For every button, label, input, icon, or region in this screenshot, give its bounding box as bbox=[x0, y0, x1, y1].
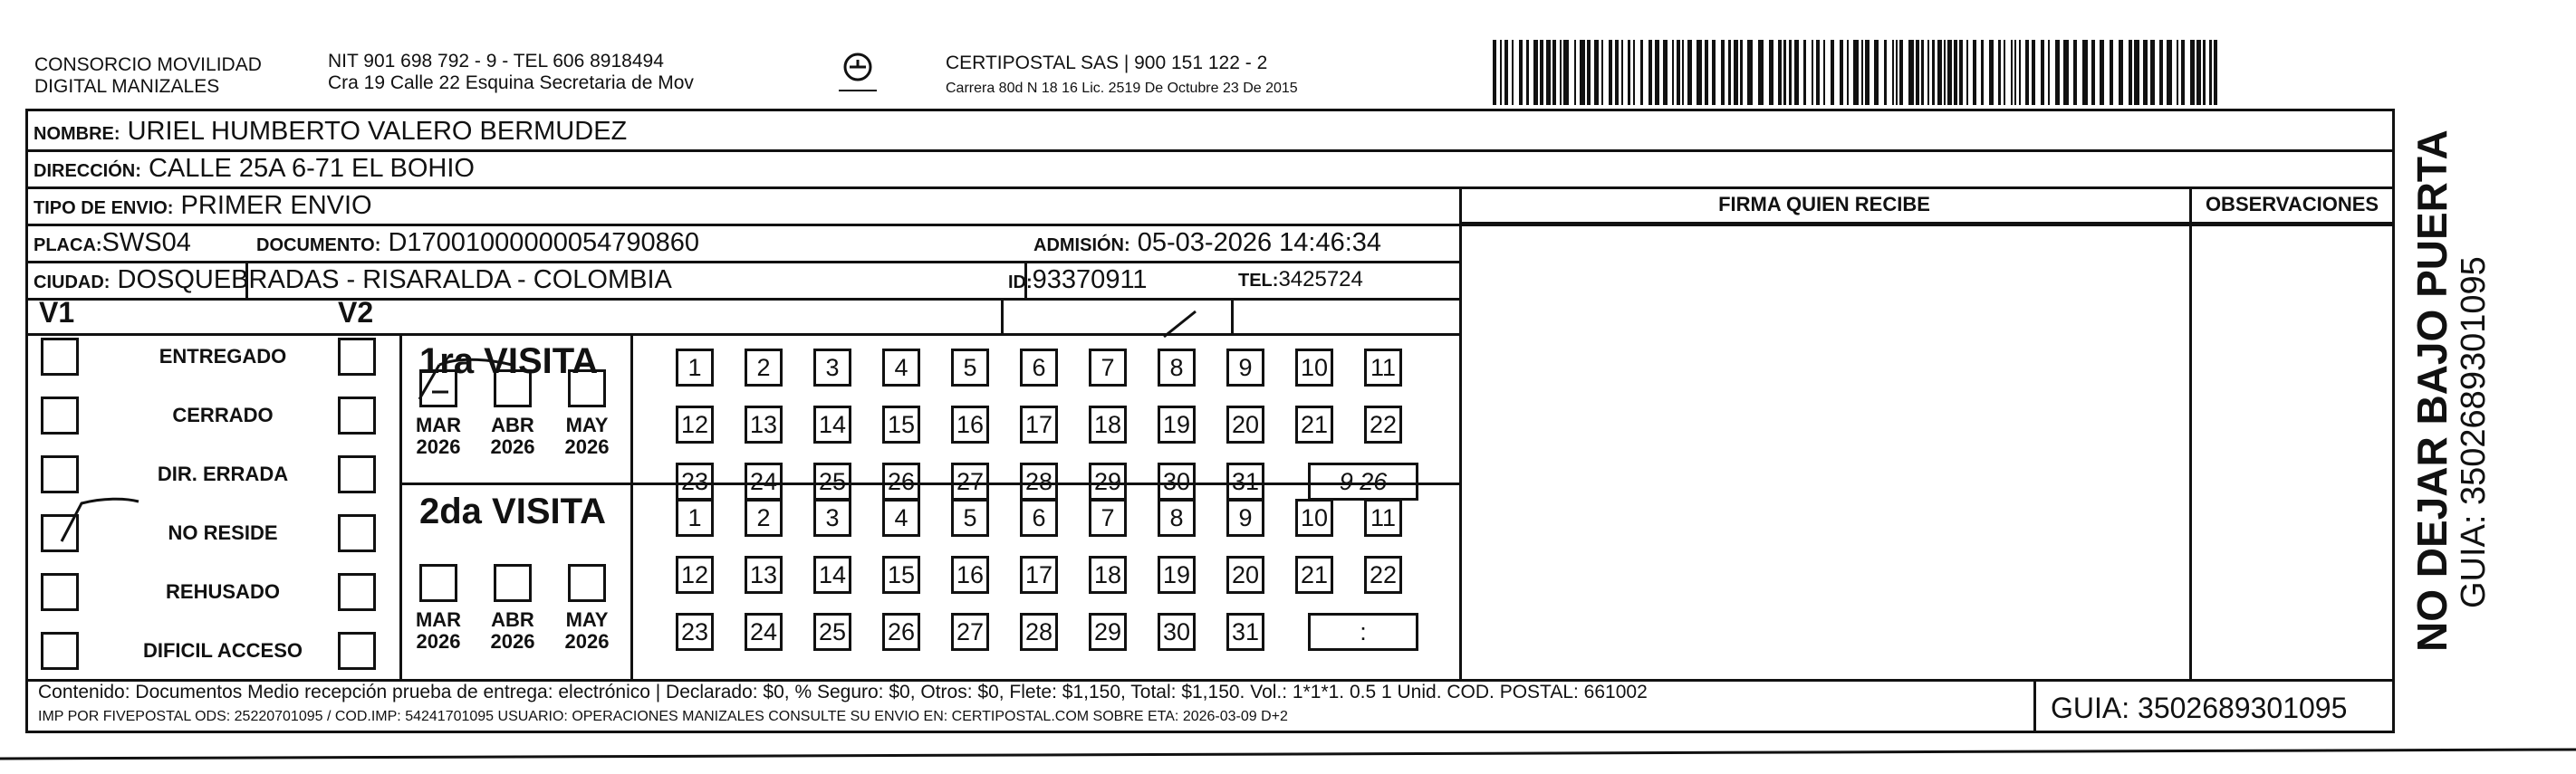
v1-checkbox[interactable] bbox=[41, 455, 79, 493]
month-checkbox[interactable] bbox=[419, 564, 457, 602]
month-label: ABR 2026 bbox=[490, 608, 535, 653]
footer-meta: IMP POR FIVEPOSTAL ODS: 25220701095 / COD.IMP: 54241701095 USUARIO: OPERACIONES MANIZALES CONSULTE SU ENVIO EN: CERTIPOSTAL.COM SOBRE ETA: 2026-03-09 D+2 bbox=[38, 709, 1288, 724]
month-checkbox[interactable] bbox=[568, 369, 606, 407]
day-box[interactable]: 2 bbox=[745, 349, 783, 387]
observaciones-header: OBSERVACIONES bbox=[2205, 193, 2379, 215]
company-contact: NIT 901 698 792 - 9 - TEL 606 8918494 Cra 19 Calle 22 Esquina Secretaria de Mov bbox=[328, 51, 694, 93]
day-box[interactable]: 21 bbox=[1295, 406, 1333, 444]
documento-field: DOCUMENTO: D17001000000054790860 bbox=[256, 228, 699, 257]
month-label: MAY 2026 bbox=[564, 608, 610, 653]
day-box[interactable]: 7 bbox=[1089, 499, 1127, 537]
day-box[interactable]: 8 bbox=[1158, 499, 1196, 537]
id-field: ID:93370911 bbox=[1008, 265, 1148, 294]
tel-field: TEL:3425724 bbox=[1238, 267, 1363, 291]
v2-checkbox[interactable] bbox=[338, 573, 376, 611]
v2-checkbox[interactable] bbox=[338, 397, 376, 435]
day-box[interactable]: 22 bbox=[1364, 556, 1402, 594]
day-box[interactable]: 3 bbox=[813, 349, 851, 387]
month-checkbox[interactable] bbox=[494, 564, 532, 602]
day-box[interactable]: 20 bbox=[1226, 556, 1264, 594]
day-box[interactable]: 17 bbox=[1020, 406, 1058, 444]
day-box[interactable]: 7 bbox=[1089, 349, 1127, 387]
day-box[interactable]: 13 bbox=[745, 406, 783, 444]
day-box[interactable]: 16 bbox=[951, 406, 989, 444]
day-box[interactable]: 30 bbox=[1158, 463, 1196, 501]
v1-checkbox[interactable] bbox=[41, 397, 79, 435]
barcode bbox=[1493, 40, 2217, 105]
day-box[interactable]: 27 bbox=[951, 613, 989, 651]
first-visit-title: 1ra VISITA bbox=[419, 341, 599, 381]
day-box[interactable]: 20 bbox=[1226, 406, 1264, 444]
day-box[interactable]: 23 bbox=[676, 613, 714, 651]
handwritten-check-mar bbox=[412, 356, 521, 410]
day-box[interactable]: 31 bbox=[1226, 463, 1264, 501]
day-box[interactable]: 9 bbox=[1226, 499, 1264, 537]
v2-checkbox[interactable] bbox=[338, 514, 376, 552]
v1-checkbox[interactable] bbox=[41, 632, 79, 670]
certipostal-address: Carrera 80d N 18 16 Lic. 2519 De Octubre 23 De 2015 bbox=[946, 81, 1298, 96]
day-box[interactable]: 8 bbox=[1158, 349, 1196, 387]
day-box[interactable]: 6 bbox=[1020, 499, 1058, 537]
day-box[interactable]: 24 bbox=[745, 463, 783, 501]
company-name: CONSORCIO MOVILIDAD DIGITAL MANIZALES bbox=[34, 54, 262, 97]
v2-label: V2 bbox=[338, 296, 374, 329]
day-box[interactable]: 31 bbox=[1226, 613, 1264, 651]
day-box[interactable]: 3 bbox=[813, 499, 851, 537]
reason-label: REHUSADO bbox=[166, 580, 280, 603]
day-box[interactable]: 10 bbox=[1295, 499, 1333, 537]
reason-label: CERRADO bbox=[172, 404, 274, 426]
v2-checkbox[interactable] bbox=[338, 338, 376, 376]
observations-area[interactable] bbox=[2192, 225, 2392, 679]
day-box[interactable]: 26 bbox=[882, 613, 920, 651]
day-box[interactable]: 28 bbox=[1020, 613, 1058, 651]
day-box[interactable]: 12 bbox=[676, 406, 714, 444]
day-box[interactable]: 10 bbox=[1295, 349, 1333, 387]
day-box[interactable]: 18 bbox=[1089, 556, 1127, 594]
ciudad-field: CIUDAD: DOSQUEBRADAS - RISARALDA - COLOMBIA bbox=[34, 265, 672, 294]
handwritten-check-no-reside bbox=[53, 496, 143, 550]
day-box[interactable]: 26 bbox=[882, 463, 920, 501]
day-box[interactable]: 15 bbox=[882, 556, 920, 594]
month-label: MAR 2026 bbox=[415, 608, 462, 653]
paper-edge bbox=[0, 742, 2576, 769]
v1-checkbox[interactable] bbox=[41, 338, 79, 376]
admision-field: ADMISIÓN: 05-03-2026 14:46:34 bbox=[1033, 228, 1382, 257]
day-box[interactable]: 4 bbox=[882, 499, 920, 537]
reason-label: NO RESIDE bbox=[168, 521, 278, 544]
time-box[interactable]: : bbox=[1308, 613, 1418, 651]
day-box[interactable]: 18 bbox=[1089, 406, 1127, 444]
day-box[interactable]: 1 bbox=[676, 349, 714, 387]
nombre-field: NOMBRE: URIEL HUMBERTO VALERO BERMUDEZ bbox=[34, 117, 628, 146]
day-box[interactable]: 25 bbox=[813, 613, 851, 651]
day-box[interactable]: 25 bbox=[813, 463, 851, 501]
day-box[interactable]: 23 bbox=[676, 463, 714, 501]
day-box[interactable]: 19 bbox=[1158, 556, 1196, 594]
v1-label: V1 bbox=[39, 296, 75, 329]
day-box[interactable]: 14 bbox=[813, 556, 851, 594]
day-box[interactable]: 30 bbox=[1158, 613, 1196, 651]
day-box[interactable]: 9 bbox=[1226, 349, 1264, 387]
month-label: MAY 2026 bbox=[564, 414, 610, 458]
v2-checkbox[interactable] bbox=[338, 632, 376, 670]
day-box[interactable]: 22 bbox=[1364, 406, 1402, 444]
month-label: ABR 2026 bbox=[490, 414, 535, 458]
certipostal-logo bbox=[831, 47, 884, 104]
reason-label: DIFICIL ACCESO bbox=[142, 639, 303, 662]
placa-field: PLACA:SWS04 bbox=[34, 228, 191, 257]
tipo-envio-field: TIPO DE ENVIO: PRIMER ENVIO bbox=[34, 191, 372, 220]
day-box[interactable]: 12 bbox=[676, 556, 714, 594]
side-warning: NO DEJAR BAJO PUERTA GUIA: 3502689301095 bbox=[2408, 129, 2493, 652]
day-box[interactable]: 14 bbox=[813, 406, 851, 444]
day-box[interactable]: 5 bbox=[951, 349, 989, 387]
day-box[interactable]: 16 bbox=[951, 556, 989, 594]
day-box[interactable]: 11 bbox=[1364, 349, 1402, 387]
day-box[interactable]: 24 bbox=[745, 613, 783, 651]
month-label: MAR 2026 bbox=[415, 414, 462, 458]
second-visit-title: 2da VISITA bbox=[419, 492, 606, 531]
day-box[interactable]: 21 bbox=[1295, 556, 1333, 594]
day-box[interactable]: 19 bbox=[1158, 406, 1196, 444]
day-box[interactable]: 29 bbox=[1089, 463, 1127, 501]
reason-label: ENTREGADO bbox=[159, 345, 287, 368]
reason-label: DIR. ERRADA bbox=[157, 463, 289, 485]
day-box[interactable]: 1 bbox=[676, 499, 714, 537]
firma-header: FIRMA QUIEN RECIBE bbox=[1718, 193, 1930, 215]
v2-checkbox[interactable] bbox=[338, 455, 376, 493]
day-box[interactable]: 28 bbox=[1020, 463, 1058, 501]
day-box[interactable]: 27 bbox=[951, 463, 989, 501]
day-box[interactable]: 29 bbox=[1089, 613, 1127, 651]
day-box[interactable]: 11 bbox=[1364, 499, 1402, 537]
v1-checkbox[interactable] bbox=[41, 573, 79, 611]
direccion-field: DIRECCIÓN: CALLE 25A 6-71 EL BOHIO bbox=[34, 154, 475, 183]
certipostal-name: CERTIPOSTAL SAS | 900 151 122 - 2 bbox=[946, 53, 1268, 73]
day-box[interactable]: 2 bbox=[745, 499, 783, 537]
handwritten-mark-day8 bbox=[1159, 308, 1214, 344]
day-box[interactable]: 4 bbox=[882, 349, 920, 387]
time-box[interactable]: 9 26 bbox=[1308, 463, 1418, 501]
month-checkbox[interactable] bbox=[568, 564, 606, 602]
day-box[interactable]: 17 bbox=[1020, 556, 1058, 594]
footer-guia: GUIA: 3502689301095 bbox=[2051, 692, 2348, 724]
signature-area[interactable] bbox=[1462, 225, 2189, 679]
delivery-form bbox=[25, 109, 2395, 733]
day-box[interactable]: 13 bbox=[745, 556, 783, 594]
day-box[interactable]: 15 bbox=[882, 406, 920, 444]
day-box[interactable]: 5 bbox=[951, 499, 989, 537]
day-box[interactable]: 6 bbox=[1020, 349, 1058, 387]
footer-content: Contenido: Documentos Medio recepción prueba de entrega: electrónico | Declarado: $0, % Seguro: $0, Otros: $0, Flete: $1,150, Total: $1,150. Vol.: 1*1*1. 0.5 1 Unid. COD. POSTAL: 661002 bbox=[38, 682, 1648, 702]
